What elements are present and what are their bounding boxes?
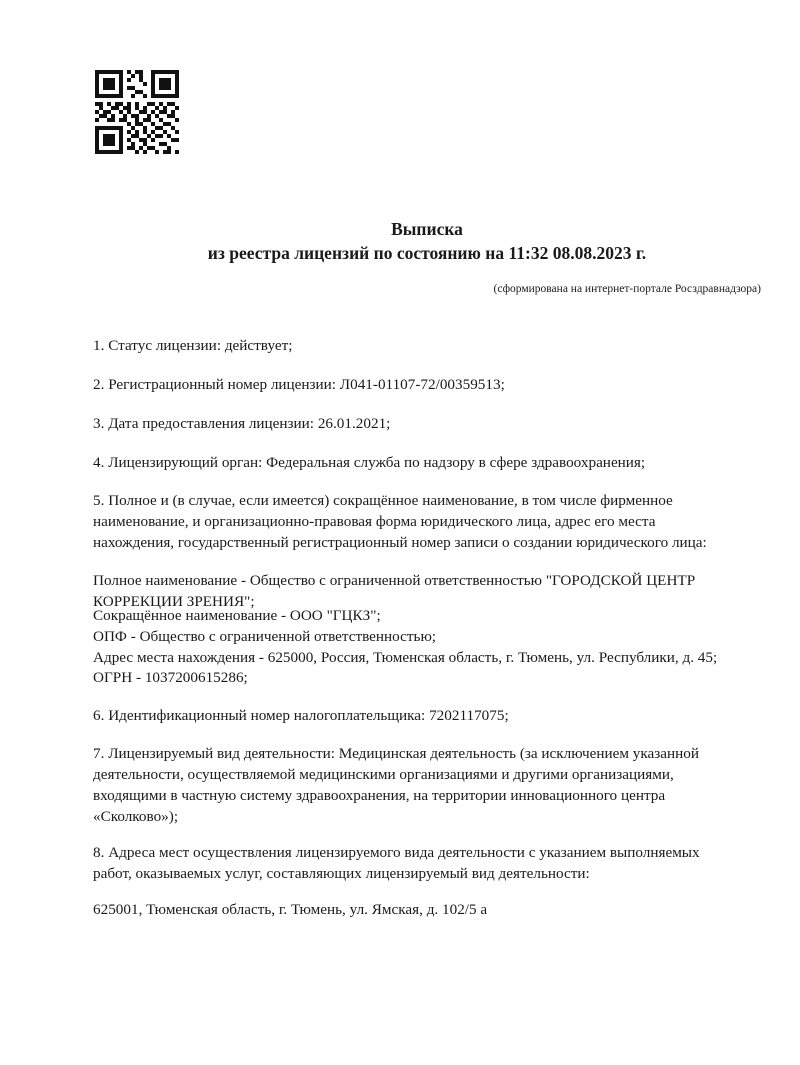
activity-place-address: 625001, Тюменская область, г. Тюмень, ул. Ямская, д. 102/5 а (93, 901, 488, 918)
licensed-activity: 7. Лицензируемый вид деятельности: Медицинская деятельность (за исключением указанной деятельности, осуществляемой медицинскими организациями и другими организациями, входящими в частную систему здравоохранения, на территории инновационного центра «Сколково»); (93, 745, 699, 825)
license-date: 3. Дата предоставления лицензии: 26.01.2021; (93, 415, 391, 432)
entity-ogrn: ОГРН - 1037200615286; (93, 669, 248, 686)
qr-code-icon (95, 70, 179, 154)
entity-opf: ОПФ - Общество с ограниченной ответственностью; (93, 628, 437, 645)
entity-names-heading: 5. Полное и (в случае, если имеется) сокращённое наименование, в том числе фирменное наименование, и организационно-правовая форма юридического лица, адрес его места нахождения, государственный регистрационный номер записи о создании юридического лица: (93, 492, 707, 551)
entity-short-name: Сокращённое наименование - ООО "ГЦКЗ"; (93, 607, 381, 624)
license-reg-number: 2. Регистрационный номер лицензии: Л041-01107-72/00359513; (93, 376, 505, 393)
entity-full-name: Полное наименование - Общество с ограниченной ответственностью "ГОРОДСКОЙ ЦЕНТР КОРРЕКЦИИ ЗРЕНИЯ"; (93, 572, 696, 610)
licensing-authority: 4. Лицензирующий орган: Федеральная служба по надзору в сфере здравоохранения; (93, 454, 646, 471)
taxpayer-id: 6. Идентификационный номер налогоплательщика: 7202117075; (93, 707, 509, 724)
entity-address: Адрес места нахождения - 625000, Россия, Тюменская область, г. Тюмень, ул. Республики, д. 45; (93, 649, 718, 666)
portal-note: (сформирована на интернет-портале Росздравнадзора) (493, 283, 761, 295)
document-subtitle: из реестра лицензий по состоянию на 11:32 08.08.2023 г. (207, 243, 647, 263)
document-title: Выписка (391, 219, 463, 239)
activity-places-heading: 8. Адреса мест осуществления лицензируемого вида деятельности с указанием выполняемых работ, оказываемых услуг, составляющих лицензируемый вид деятельности: (93, 844, 700, 882)
license-status: 1. Статус лицензии: действует; (93, 337, 293, 354)
